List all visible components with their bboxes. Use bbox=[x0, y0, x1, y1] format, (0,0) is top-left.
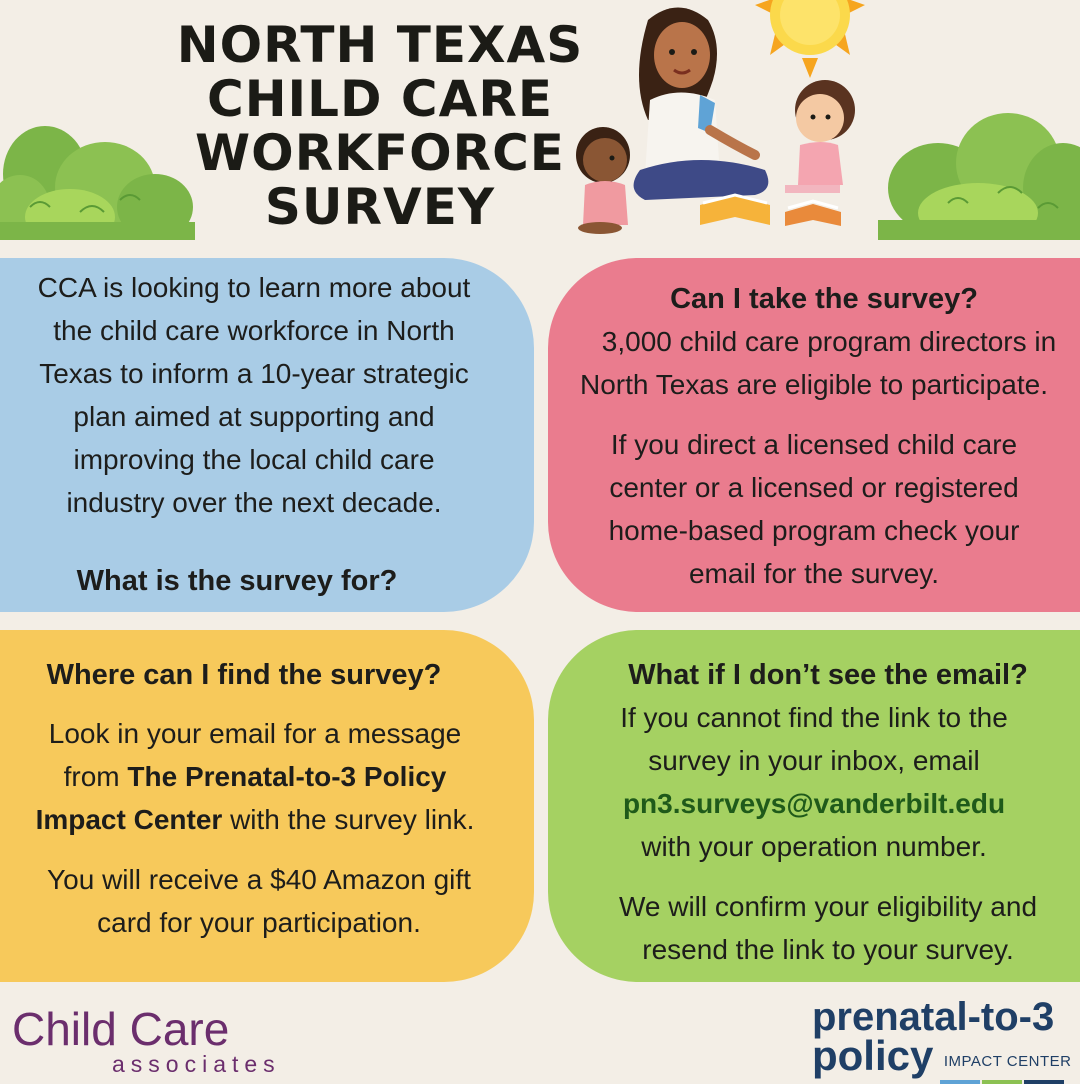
find-line-1: Look in your email for a message bbox=[48, 718, 462, 749]
find-line-2-text: from bbox=[63, 761, 128, 792]
no-email-line-2: survey in your inbox, email bbox=[648, 745, 980, 776]
cca-logo-sub: associates bbox=[112, 1051, 281, 1077]
gift-card-line-2: card for your participation. bbox=[97, 907, 421, 938]
cca-logo-main: Child Care bbox=[12, 1003, 230, 1055]
eligibility-line-4: center or a licensed or registered bbox=[609, 472, 1019, 503]
eligibility-heading: Can I take the survey? bbox=[670, 283, 978, 315]
impact-center-bold: Impact Center bbox=[35, 804, 223, 835]
survey-title bbox=[150, 18, 610, 234]
pn3-logo-tag: IMPACT CENTER bbox=[943, 1053, 1072, 1071]
prenatal-to-3-logo bbox=[812, 995, 1072, 1079]
find-line-3-text: with the survey link. bbox=[222, 804, 475, 835]
pn3-name-bold: The Prenatal-to-3 Policy bbox=[127, 761, 447, 792]
confirm-line-2: resend the link to your survey. bbox=[642, 934, 1014, 965]
support-email-link[interactable]: pn3.surveys@vanderbilt.edu bbox=[622, 788, 1006, 819]
purpose-line-5: improving the local child care bbox=[73, 444, 435, 475]
pn3-logo-stripes-icon bbox=[940, 1080, 1064, 1084]
eligibility-line-6: email for the survey. bbox=[688, 558, 940, 589]
pn3-logo-line2: policy bbox=[812, 1032, 934, 1079]
find-line-2 bbox=[0, 755, 510, 798]
eligibility-card bbox=[548, 258, 1080, 612]
purpose-heading: What is the survey for? bbox=[76, 565, 398, 597]
teacher-children-illustration bbox=[570, 0, 870, 245]
purpose-line-1: CCA is looking to learn more about bbox=[37, 272, 471, 303]
eligibility-line-5: home-based program check your bbox=[608, 515, 1020, 546]
right-bush-illustration bbox=[878, 108, 1080, 240]
title-line-1: NORTH TEXAS bbox=[176, 16, 584, 74]
title-line-2: CHILD CARE bbox=[207, 70, 553, 128]
no-email-card bbox=[548, 630, 1080, 982]
purpose-card bbox=[0, 258, 534, 612]
title-line-3: WORKFORCE bbox=[195, 124, 565, 182]
no-email-line-4: with your operation number. bbox=[641, 831, 987, 862]
gift-card-line-1: You will receive a $40 Amazon gift bbox=[47, 864, 471, 895]
purpose-line-2: the child care workforce in North bbox=[53, 315, 455, 346]
find-line-3 bbox=[0, 798, 510, 841]
no-email-line-1: If you cannot find the link to the bbox=[620, 702, 1008, 733]
child-care-associates-logo bbox=[12, 1003, 281, 1077]
purpose-line-6: industry over the next decade. bbox=[66, 487, 442, 518]
pn3-logo-line1: prenatal-to-3 bbox=[812, 995, 1055, 1039]
eligibility-line-1: 3,000 child care program directors in bbox=[601, 326, 1057, 357]
purpose-line-3: Texas to inform a 10-year strategic bbox=[39, 358, 469, 389]
eligibility-line-2: North Texas are eligible to participate. bbox=[580, 369, 1048, 400]
find-survey-card bbox=[0, 630, 534, 982]
confirm-line-1: We will confirm your eligibility and bbox=[618, 891, 1038, 922]
title-line-4: SURVEY bbox=[264, 178, 496, 236]
eligibility-line-3: If you direct a licensed child care bbox=[610, 429, 1018, 460]
purpose-line-4: plan aimed at supporting and bbox=[73, 401, 435, 432]
find-heading: Where can I find the survey? bbox=[46, 659, 442, 691]
no-email-heading: What if I don’t see the email? bbox=[628, 659, 1028, 691]
